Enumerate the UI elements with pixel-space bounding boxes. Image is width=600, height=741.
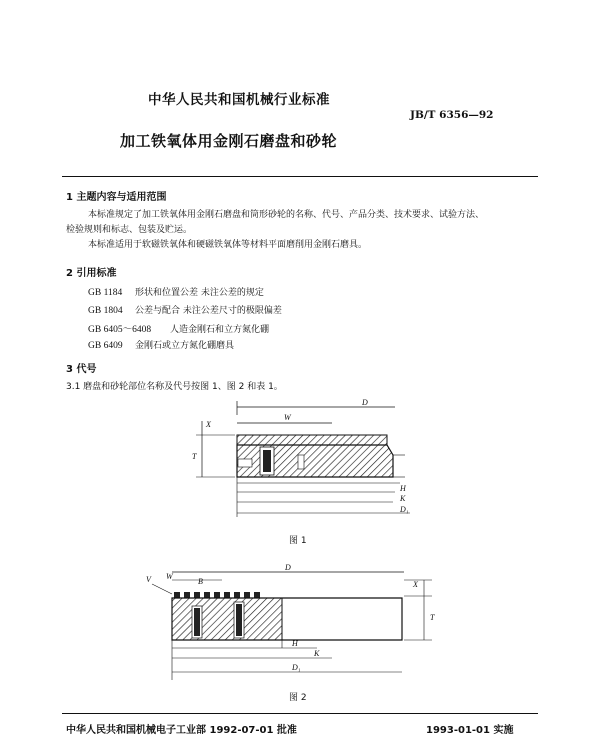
org-title: 中华人民共和国机械行业标准 [148,92,330,108]
reference-code: GB 6409 [88,341,123,351]
fig2-label-b: B [198,577,203,586]
reference-title: 金刚石或立方氮化硼磨具 [135,341,235,351]
fig2-label-d1: D₁ [292,663,301,672]
section-1-paragraph-2: 本标准适用于软磁铁氧体和硬磁铁氧体等材料平面磨削用金刚石磨具。 [88,240,368,250]
fig2-label-t: T [430,613,435,622]
section-1-heading: 1 主题内容与适用范围 [66,192,167,203]
fig2-label-k: K [314,649,320,658]
fig1-label-d1: D₁ [400,505,409,514]
document-title: 加工铁氧体用金刚石磨盘和砂轮 [120,132,338,150]
fig1-label-x: X [206,420,211,429]
reference-item [88,285,264,298]
section-1-paragraph-1-line-1: 本标准规定了加工铁氧体用金刚石磨盘和筒形砂轮的名称、代号、产品分类、技术要求、试验方法、 [88,210,485,220]
reference-item [88,303,282,316]
reference-code: GB 1804 [88,306,123,316]
fig1-label-k: K [400,494,406,503]
fig1-label-w: W [284,413,291,422]
header-divider [62,176,538,177]
fig2-label-v: V [146,575,151,584]
fig1-label-d: D [362,398,368,407]
section-2-heading: 2 引用标准 [66,268,117,279]
section-1-paragraph-1-line-2: 检验规则和标志、包装及贮运。 [66,225,193,235]
fig2-label-d: D [285,563,291,572]
fig2-label-x: X [413,580,418,589]
reference-title: 人造金刚石和立方氮化硼 [170,325,270,335]
figure-2-drawing [142,560,442,685]
reference-item [88,338,234,351]
standard-code: JB/T 6356—92 [410,109,494,121]
section-3-1-text: 3.1 磨盘和砂轮部位名称及代号按图 1、图 2 和表 1。 [66,382,283,392]
footer-divider [62,713,538,714]
issuer-approval: 中华人民共和国机械电子工业部 1992-07-01 批准 [66,725,297,736]
section-3-heading: 3 代号 [66,364,97,375]
reference-title: 公差与配合 未注公差尺寸的极限偏差 [135,306,282,316]
figure-1-drawing [180,395,420,520]
effective-date: 1993-01-01 实施 [426,725,514,736]
reference-item [88,321,269,335]
fig2-label-h: H [292,639,298,648]
fig1-label-t: T [192,452,197,461]
reference-code: GB 1184 [88,288,123,298]
reference-title: 形状和位置公差 未注公差的规定 [135,288,264,298]
figure-2-caption: 图 2 [289,693,307,703]
fig1-label-h: H [400,484,406,493]
figure-1-caption: 图 1 [289,536,307,546]
reference-code: GB 6405～6408 [88,325,152,335]
fig2-label-w: W [166,572,173,581]
